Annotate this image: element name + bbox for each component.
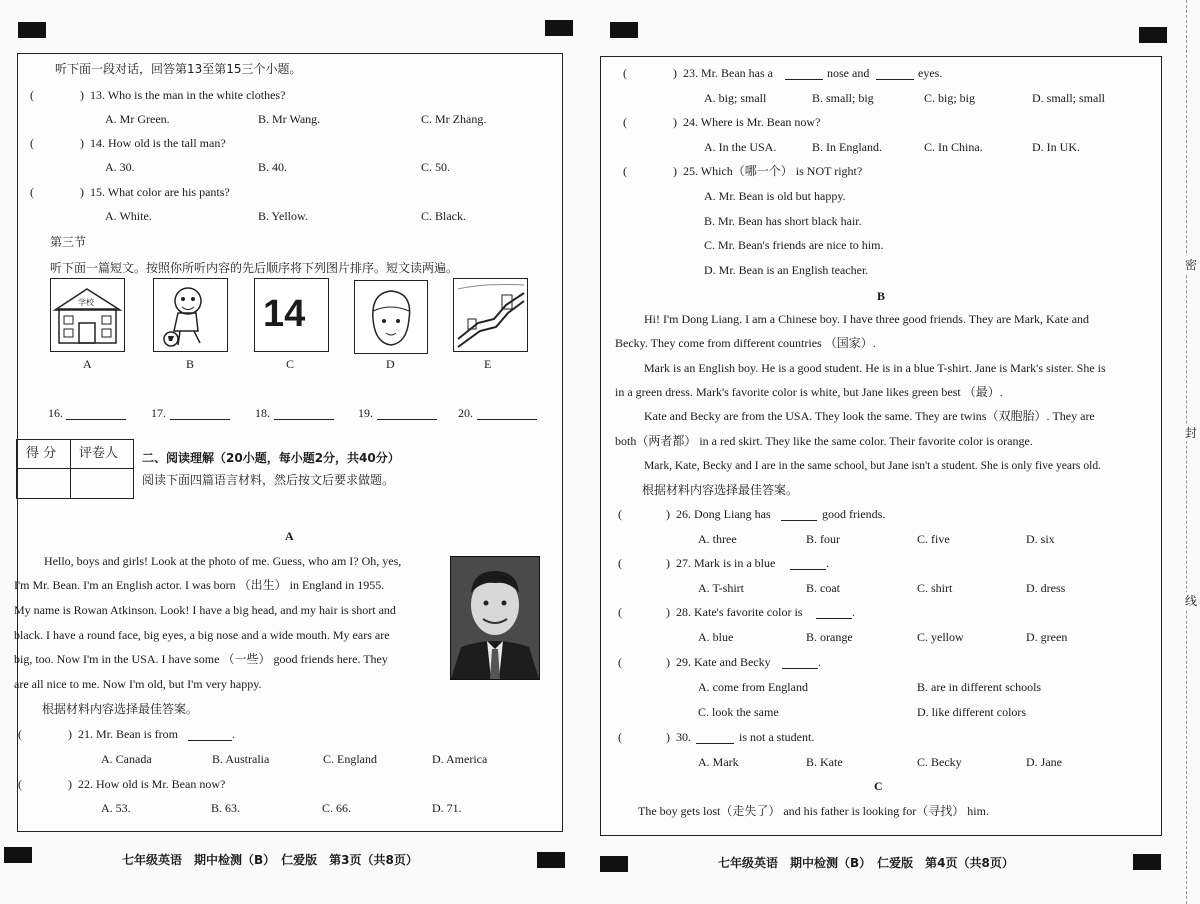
option-d: D. Jane [1026,755,1062,769]
picture-label: B [186,357,195,371]
registration-mark [537,852,565,868]
registration-mark [1133,854,1161,870]
picture-number-14 [254,278,329,352]
answer-paren-close: ) [80,88,84,102]
answer-paren-close: ) [666,556,670,570]
answer-paren-open[interactable]: ( [623,164,627,178]
option-a: A. Canada [101,752,152,766]
option-c: C. In China. [924,140,983,154]
score-header: 得 分 [26,446,57,461]
option-a: A. White. [105,209,152,223]
option-b: B. Australia [212,752,270,766]
answer-blank[interactable] [782,667,818,669]
answer-blank[interactable] [785,78,823,80]
picture-label: A [83,357,92,371]
option-b: B. four [806,532,840,546]
option-b: B. coat [806,581,840,595]
answer-paren-open[interactable]: ( [618,507,622,521]
answer-blank[interactable] [66,418,126,420]
question-25-stem: 25. Which（哪一个） is NOT right? [683,164,863,178]
passage-a-line: Hello, boys and girls! Look at the photo of me. Guess, who am I? Oh, yes, [44,554,402,568]
answer-paren-open[interactable]: ( [18,727,22,741]
binding-mark-xian: 线 [1185,594,1198,608]
reading-instructions: 阅读下面四篇语言材料，然后按文后要求做题。 [142,473,395,487]
picture-label: D [386,357,395,371]
option-d: D. green [1026,630,1068,644]
option-d: D. six [1026,532,1055,546]
option-a: A. three [698,532,737,546]
blank-label: 17. [151,406,166,420]
option-d: D. small; small [1032,91,1105,105]
right-page-footer: 七年级英语 期中检测（B） 仁爱版 第4页（共8页） [718,856,1014,870]
option-b: B. Mr Wang. [258,112,321,126]
dialogue-intro: 听下面一段对话，回答第13至第15三个小题。 [55,62,302,76]
passage-c-label: C [874,779,883,793]
number-14: 14 [263,293,306,335]
option-b: B. Yellow. [258,209,308,223]
answer-blank[interactable] [781,519,817,521]
binding-line [1186,0,1187,904]
question-27-stem: 27. Mark is in a blue [676,556,776,570]
question-22-stem: 22. How old is Mr. Bean now? [78,777,226,791]
answer-blank[interactable] [274,418,334,420]
option-d: D. dress [1026,581,1066,595]
section-3-instructions: 听下面一篇短文。按照你所听内容的先后顺序将下列图片排序。短文读两遍。 [50,261,459,275]
registration-mark [545,20,573,36]
period: . [232,727,235,741]
picture-boy-football [153,278,228,352]
question-26-stem: 26. Dong Liang has [676,507,771,521]
answer-blank[interactable] [790,568,826,570]
option-a: A. 30. [105,160,135,174]
option-b: B. 40. [258,160,288,174]
section-3-title: 第三节 [50,235,87,249]
mr-bean-photo [450,556,540,680]
option-c: C. five [917,532,950,546]
option-a: A. 53. [101,801,131,815]
question-30-stem: is not a student. [739,730,815,744]
answer-paren-close: ) [68,777,72,791]
registration-mark [4,847,32,863]
answer-paren-close: ) [666,507,670,521]
blank-label: 16. [48,406,63,420]
score-table [16,439,134,499]
option-a: A. Mr Green. [105,112,170,126]
blank-label: 20. [458,406,473,420]
question-23-stem: nose and [827,66,870,80]
answer-paren-open[interactable]: ( [623,66,627,80]
passage-b-line: in a green dress. Mark's favorite color is white, but Jane likes green best （最）. [615,385,1003,399]
option-d: D. 71. [432,801,462,815]
passage-b-line: Mark, Kate, Becky and I are in the same school, but Jane isn't a student. She is only five years old. [644,459,1102,472]
option-d: D. Mr. Bean is an English teacher. [704,263,869,277]
answer-paren-close: ) [666,655,670,669]
option-c: C. look the same [698,705,779,719]
question-26-stem: good friends. [822,507,886,521]
option-b: B. small; big [812,91,874,105]
answer-paren-open[interactable]: ( [618,655,622,669]
answer-paren-open[interactable]: ( [618,556,622,570]
answer-paren-close: ) [666,605,670,619]
passage-a-line: are all nice to me. Now I'm old, but I'm very happy. [14,677,262,691]
picture-face [354,280,428,354]
passage-a-label: A [285,529,294,543]
answer-blank[interactable] [696,742,734,744]
answer-paren-open[interactable]: ( [30,185,34,199]
question-24-stem: 24. Where is Mr. Bean now? [683,115,821,129]
answer-paren-close: ) [80,136,84,150]
blank-label: 18. [255,406,270,420]
choose-instructions: 根据材料内容选择最佳答案。 [42,702,199,716]
period: . [818,655,821,669]
option-b: B. Kate [806,755,843,769]
option-b: B. In England. [812,140,882,154]
passage-a-line: big, too. Now I'm in the USA. I have some （一些） good friends here. They [14,652,388,666]
option-b: B. 63. [211,801,241,815]
option-a: A. In the USA. [704,140,777,154]
option-d: D. In UK. [1032,140,1080,154]
option-a: A. blue [698,630,734,644]
option-a: A. come from England [698,680,808,694]
answer-paren-close: ) [80,185,84,199]
option-c: C. big; big [924,91,976,105]
option-c: C. 50. [421,160,451,174]
question-29-stem: 29. Kate and Becky [676,655,771,669]
passage-b-label: B [877,289,886,303]
question-28-stem: 28. Kate's favorite color is [676,605,803,619]
question-21-stem: 21. Mr. Bean is from [78,727,178,741]
passage-a-line: black. I have a round face, big eyes, a big nose and a wide mouth. My ears are [14,628,390,642]
period: . [826,556,829,570]
left-page-footer: 七年级英语 期中检测（B） 仁爱版 第3页（共8页） [122,853,418,867]
binding-mark-mi: 密 [1185,258,1198,272]
passage-b-line: Mark is an English boy. He is a good student. He is in a blue T-shirt. Jane is Mark's sister. She is [644,361,1106,375]
picture-label: C [286,357,295,371]
picture-label: E [484,357,492,371]
option-a: A. T-shirt [698,581,745,595]
passage-b-line: Kate and Becky are from the USA. They look the same. They are twins（双胞胎）. They are [644,409,1095,423]
answer-paren-close: ) [666,730,670,744]
option-c: C. Black. [421,209,466,223]
grader-header: 评卷人 [79,446,119,461]
answer-paren-open[interactable]: ( [618,730,622,744]
answer-paren-open[interactable]: ( [618,605,622,619]
answer-blank[interactable] [170,418,230,420]
answer-blank[interactable] [816,617,852,619]
question-23-stem: 23. Mr. Bean has a [683,66,773,80]
question-13-stem: 13. Who is the man in the white clothes? [90,88,286,102]
answer-paren-open[interactable]: ( [18,777,22,791]
option-d: D. like different colors [917,705,1027,719]
answer-paren-close: ) [673,115,677,129]
answer-paren-close: ) [68,727,72,741]
option-c: C. Becky [917,755,962,769]
option-c: C. Mr Zhang. [421,112,487,126]
registration-mark [1139,27,1167,43]
school-sign: 学校 [78,298,94,307]
registration-mark [610,22,638,38]
answer-paren-close: ) [673,66,677,80]
option-b: B. are in different schools [917,680,1042,694]
option-b: B. Mr. Bean has short black hair. [704,214,862,228]
passage-a-line: I'm Mr. Bean. I'm an English actor. I was born （出生） in England in 1955. [14,578,385,592]
registration-mark [18,22,46,38]
question-23-stem: eyes. [918,66,943,80]
option-b: B. orange [806,630,853,644]
passage-a-line: My name is Rowan Atkinson. Look! I have a big head, and my hair is short and [14,603,396,617]
option-c: C. shirt [917,581,953,595]
passage-c-line: The boy gets lost（走失了） and his father is looking for（寻找） him. [638,804,989,818]
answer-paren-open[interactable]: ( [30,88,34,102]
option-c: C. 66. [322,801,352,815]
passage-b-line: Hi! I'm Dong Liang. I am a Chinese boy. I have three good friends. They are Mark, Kate and [644,312,1090,326]
answer-paren-close: ) [673,164,677,178]
binding-mark-feng: 封 [1185,426,1198,440]
option-c: C. Mr. Bean's friends are nice to him. [704,238,884,252]
registration-mark [600,856,628,872]
option-a: A. big; small [704,91,767,105]
answer-blank[interactable] [477,418,537,420]
question-15-stem: 15. What color are his pants? [90,185,230,199]
passage-b-line: Becky. They come from different countries （国家）. [615,336,876,350]
reading-section-title: 二、阅读理解（20小题，每小题2分，共40分） [142,451,400,465]
choose-instructions: 根据材料内容选择最佳答案。 [642,483,799,497]
answer-blank[interactable] [377,418,437,420]
answer-blank[interactable] [188,739,232,741]
period: . [852,605,855,619]
question-14-stem: 14. How old is the tall man? [90,136,226,150]
answer-blank[interactable] [876,78,914,80]
answer-paren-open[interactable]: ( [30,136,34,150]
picture-school [50,278,125,352]
question-30-stem: 30. [676,730,691,744]
option-c: C. England [323,752,377,766]
option-d: D. America [432,752,488,766]
passage-b-line: both（两者都） in a red skirt. They like the same color. Their favorite color is orange. [615,434,1033,448]
option-a: A. Mr. Bean is old but happy. [704,189,846,203]
option-a: A. Mark [698,755,739,769]
picture-great-wall [453,278,528,352]
option-c: C. yellow [917,630,964,644]
blank-label: 19. [358,406,373,420]
answer-paren-open[interactable]: ( [623,115,627,129]
